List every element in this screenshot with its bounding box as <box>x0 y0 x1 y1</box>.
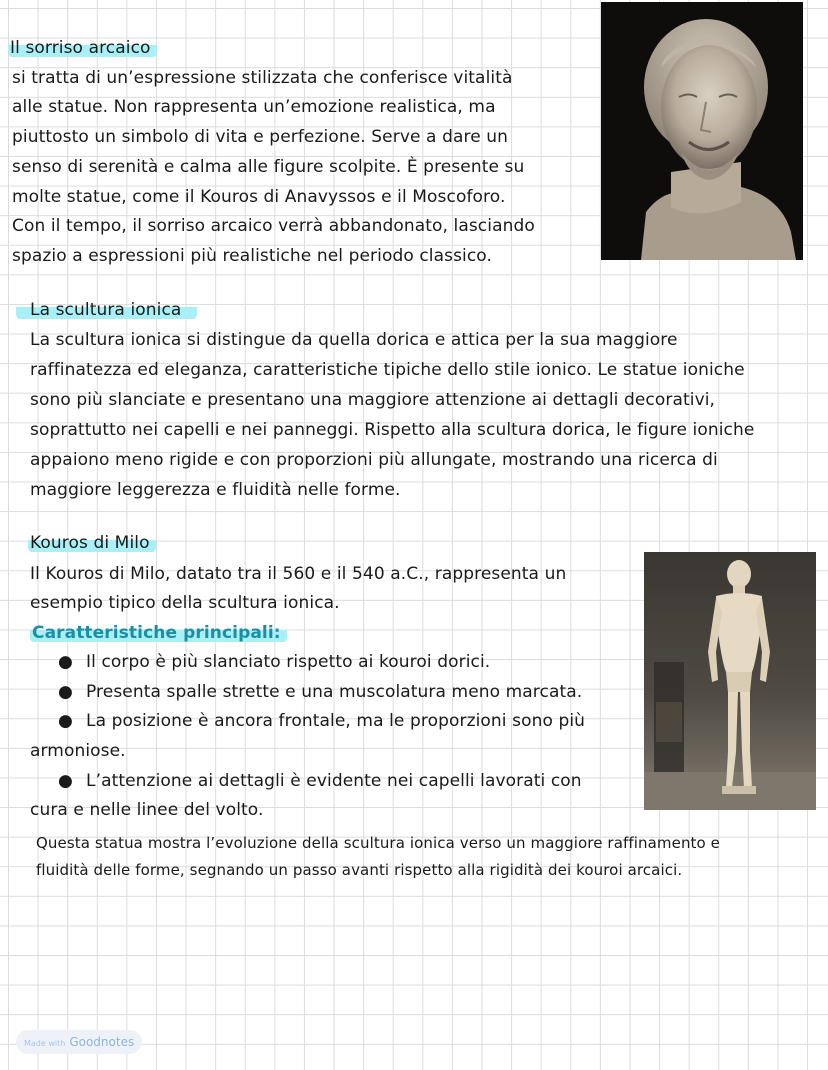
goodnotes-brand: Goodnotes <box>69 1035 135 1049</box>
paragraph-line: La scultura ionica si distingue da quella dorica e attica per la sua maggiore <box>30 330 678 350</box>
archaic-head-photo <box>601 2 803 260</box>
conclusion-line: fluidità delle forme, segnando un passo avanti rispetto alla rigidità dei kouroi arcaici. <box>36 861 683 879</box>
paragraph-line: esempio tipico della scultura ionica. <box>30 593 340 613</box>
paragraph-line: Il Kouros di Milo, datato tra il 560 e il 540 a.C., rappresenta un <box>30 564 567 584</box>
bullet-item-continuation: armoniose. <box>30 741 126 761</box>
paragraph-line: alle statue. Non rappresenta un’emozione realistica, ma <box>12 97 496 117</box>
bullet-dot: ● <box>58 682 73 702</box>
bullet-dot: ● <box>58 771 73 791</box>
bullet-item: L’attenzione ai dettagli è evidente nei capelli lavorati con <box>86 771 582 791</box>
paragraph-line: spazio a espressioni più realistiche nel periodo classico. <box>12 246 493 266</box>
bullet-item: Il corpo è più slanciato rispetto ai kouroi dorici. <box>86 652 491 672</box>
conclusion-line: Questa statua mostra l’evoluzione della scultura ionica verso un maggiore raffinamento e <box>36 834 721 852</box>
paragraph-line: raffinatezza ed eleganza, caratteristiche tipiche dello stile ionico. Le statue ioniche <box>30 360 745 380</box>
heading-scultura-ionica: La scultura ionica <box>16 300 197 320</box>
goodnotes-watermark: Made with Goodnotes <box>16 1030 142 1054</box>
bullet-dot: ● <box>58 652 73 672</box>
bullet-dot: ● <box>58 711 73 731</box>
heading-sorriso-arcaico: Il sorriso arcaico <box>8 38 157 58</box>
kouros-di-milo-photo <box>644 552 816 810</box>
paragraph-line: senso di serenità e calma alle figure scolpite. È presente su <box>12 157 525 177</box>
paragraph-line: appaiono meno rigide e con proporzioni più allungate, mostrando una ricerca di <box>30 450 718 470</box>
bullet-item: Presenta spalle strette e una muscolatura meno marcata. <box>86 682 583 702</box>
paragraph-line: molte statue, come il Kouros di Anavyssos e il Moscoforo. <box>12 187 506 207</box>
bullet-item: La posizione è ancora frontale, ma le proporzioni sono più <box>86 711 586 731</box>
paragraph-line: si tratta di un’espressione stilizzata che conferisce vitalità <box>12 68 513 88</box>
subheading-caratteristiche: Caratteristiche principali: <box>30 623 287 643</box>
kouros-illustration <box>644 552 816 810</box>
paragraph-line: piuttosto un simbolo di vita e perfezione. Serve a dare un <box>12 127 509 147</box>
paragraph-line: sono più slanciate e presentano una maggiore attenzione ai dettagli decorativi, <box>30 390 716 410</box>
archaic-head-illustration <box>601 2 803 260</box>
heading-kouros-di-milo: Kouros di Milo <box>28 533 156 553</box>
paragraph-line: maggiore leggerezza e fluidità nelle forme. <box>30 480 401 500</box>
paragraph-line: Con il tempo, il sorriso arcaico verrà abbandonato, lasciando <box>12 216 535 236</box>
paragraph-line: soprattutto nei capelli e nei panneggi. Rispetto alla scultura dorica, le figure ioniche <box>30 420 755 440</box>
bullet-item-continuation: cura e nelle linee del volto. <box>30 800 264 820</box>
